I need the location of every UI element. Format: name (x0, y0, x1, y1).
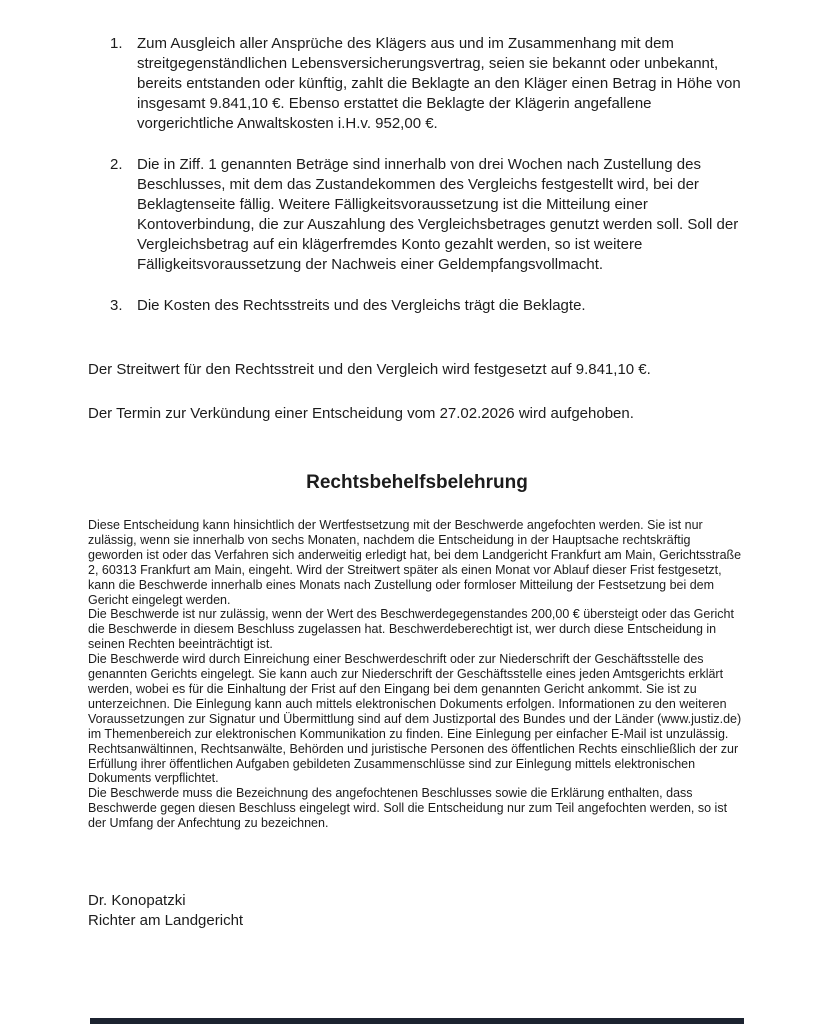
appeal-notice-text (88, 518, 748, 831)
streitwert-paragraph: Der Streitwert für den Rechtsstreit und den Vergleich wird festgesetzt auf 9.841,10 €. (88, 361, 651, 378)
signature-title: Richter am Landgericht (88, 912, 244, 930)
list-item-number: 3. (110, 297, 123, 314)
list-item (88, 296, 746, 316)
signature-block (88, 891, 746, 931)
appeal-notice-paragraph: Die Beschwerde ist nur zulässig, wenn der Wert des Beschwerdegegenstandes 200,00 € übersteigt oder das Gericht die Beschwerde in diesem Beschluss zugelassen hat. Beschwerdeberechtigt ist, wer durch diese Entscheidung in seinen Rechten beeinträchtigt ist. (88, 607, 734, 652)
appeal-notice-paragraph: Die Beschwerde wird durch Einreichung einer Beschwerdeschrift oder zur Niederschrift der Geschäftsstelle des genannten Gerichts eingelegt. Sie kann auch zur Niederschrift der Geschäftsstelle eines jeden Amtsgerichts erklärt werden, wobei es für die Einhaltung der Frist auf den Eingang bei dem genannten Gericht ankommt. Sie ist zu unterzeichnen. Die Einlegung kann auch mittels elektronischen Dokuments erfolgen. Informationen zu den weiteren Voraussetzungen zur Signatur und Übermittlung sind auf dem Justizportal des Bundes und der Länder (www.justiz.de) im Themenbereich zur elektronischen Kommunikation zu finden. Eine Einlegung per einfacher E-Mail ist unzulässig. Rechtsanwältinnen, Rechtsanwälte, Behörden und juristische Personen des öffentlichen Rechts einschließlich der zur Erfüllung ihrer öffentlichen Aufgaben gebildeten Zusammenschlüsse sind zur Einlegung mittels elektronischen Dokuments verpflichtet. (88, 652, 742, 786)
appeal-notice-paragraph: Die Beschwerde muss die Bezeichnung des angefochtenen Beschlusses sowie die Erklärung enthalten, dass Beschwerde gegen diesen Beschluss eingelegt wird. Soll die Entscheidung nur zum Teil angefochten werden, so ist der Umfang der Anfechtung zu bezeichnen. (88, 786, 728, 831)
termin-paragraph: Der Termin zur Verkündung einer Entscheidung vom 27.02.2026 wird aufgehoben. (88, 405, 634, 422)
page-bottom-bar (90, 1018, 744, 1024)
list-item (88, 155, 746, 275)
settlement-terms-list (88, 34, 746, 316)
list-item-text: Die in Ziff. 1 genannten Beträge sind innerhalb von drei Wochen nach Zustellung des Beschlusses, mit dem das Zustandekommen des Vergleichs festgestellt wird, bei der Beklagtenseite fällig. Weitere Fälligkeitsvoraussetzung ist die Mitteilung einer Kontoverbindung, die zur Auszahlung des Vergleichsbetrages genutzt werden soll. Soll der Vergleichsbetrag auf ein klägerfremdes Konto gezahlt werden, so ist weitere Fälligkeitsvoraussetzung der Nachweis einer Geldempfangsvollmacht. (137, 156, 739, 273)
appeal-notice-heading: Rechtsbehelfsbelehrung (306, 472, 528, 493)
appeal-notice-paragraph: Diese Entscheidung kann hinsichtlich der Wertfestsetzung mit der Beschwerde angefochten werden. Sie ist nur zulässig, wenn sie innerhalb von sechs Monaten, nachdem die Entscheidung in der Hauptsache rechtskräftig geworden ist oder das Verfahren sich anderweitig erledigt hat, bei dem Landgericht Frankfurt am Main, Gerichtsstraße 2, 60313 Frankfurt am Main, eingeht. Wird der Streitwert später als einen Monat vor Ablauf dieser Frist festgesetzt, kann die Beschwerde innerhalb eines Monats nach Zustellung oder formloser Mitteilung der Festsetzung bei dem Gericht eingelegt werden. (88, 518, 742, 607)
list-item-text: Die Kosten des Rechtsstreits und des Vergleichs trägt die Beklagte. (137, 297, 586, 314)
list-item-number: 1. (110, 35, 123, 52)
signature-name: Dr. Konopatzki (88, 892, 186, 910)
list-item-number: 2. (110, 156, 123, 173)
list-item-text: Zum Ausgleich aller Ansprüche des Klägers aus und im Zusammenhang mit dem streitgegenständlichen Lebensversicherungsvertrag, seien sie bekannt oder unbekannt, bereits entstanden oder künftig, zahlt die Beklagte an den Kläger einen Betrag in Höhe von insgesamt 9.841,10 €. Ebenso erstattet die Beklagte der Klägerin angefallene vorgerichtliche Anwaltskosten i.H.v. 952,00 €. (137, 35, 741, 132)
list-item (88, 34, 746, 134)
document-content (88, 34, 746, 931)
